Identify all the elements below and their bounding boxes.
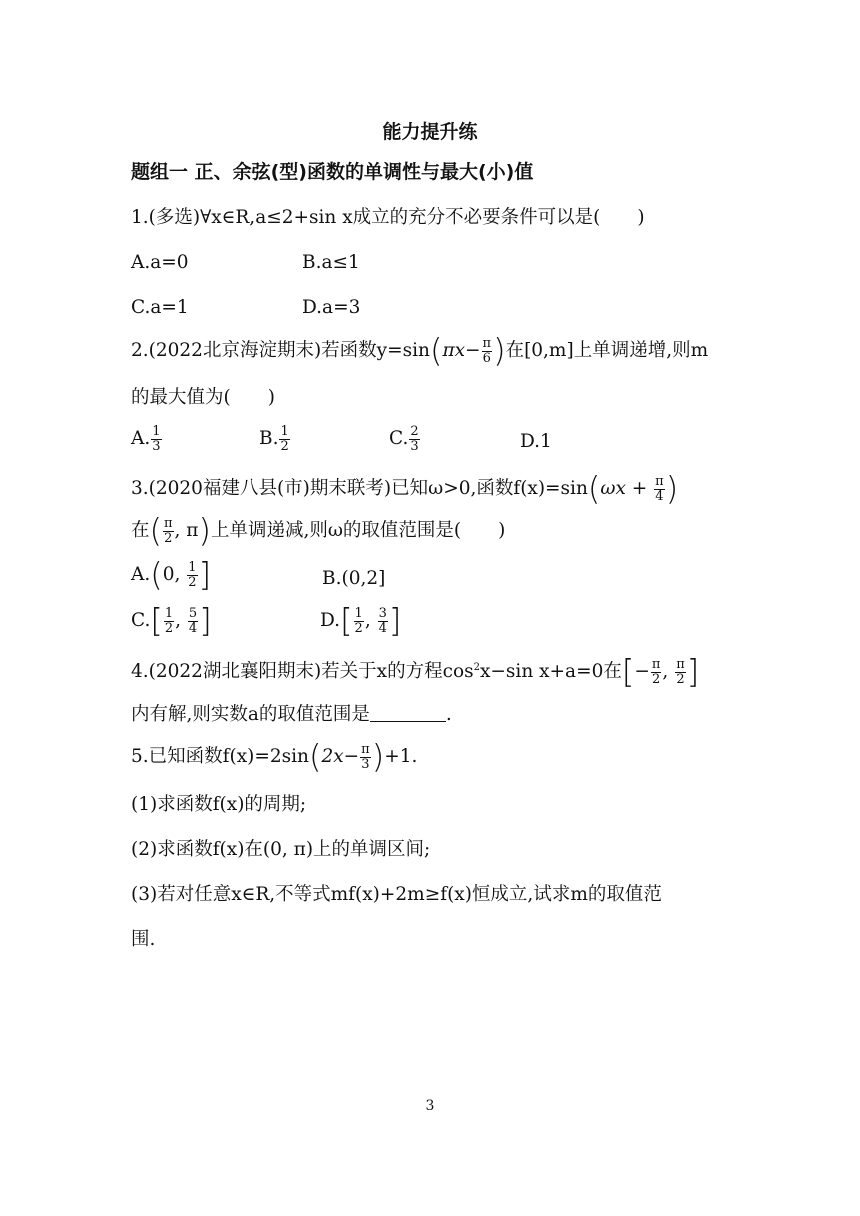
q1-option-a: A.a=0: [131, 252, 189, 273]
q2-text-b: 在[0,m]上单调递增,则m: [505, 340, 709, 362]
question-5-sub3: (3)若对任意x∈R,不等式mf(x)+2m≥f(x)恒成立,试求m的取值范: [131, 884, 662, 905]
q2-option-b: B. $\frac{1}{2}$: [259, 424, 289, 454]
q3-option-d: D.[ $\frac{1}{2}$ , $\frac{3}{4}$ ]: [320, 601, 402, 640]
q2-fraction: $\frac{\pi}{6}$: [482, 336, 492, 366]
question-2-stem-cont: 的最大值为( ): [131, 387, 275, 408]
q1-option-c: C.a=1: [131, 297, 189, 318]
answer-blank[interactable]: [370, 720, 446, 722]
question-3-stem-cont: 在( $\frac{\pi}{2}$ , π)上单调递减,则ω的取值范围是( ): [131, 511, 506, 550]
question-4-stem-cont: 内有解,则实数a的取值范围是 .: [131, 704, 452, 725]
q1-option-d: D.a=3: [302, 297, 361, 318]
paren-left: (: [429, 331, 443, 370]
q3-option-c: C.[ $\frac{1}{2}$ , $\frac{5}{4}$ ]: [131, 601, 212, 640]
question-5-sub3-cont: 围.: [131, 929, 156, 950]
q2-text-a: 2.(2022北京海淀期末)若函数y=sin: [131, 340, 430, 362]
q2-option-a: A. $\frac{1}{3}$: [131, 424, 161, 454]
question-5-stem: 5.已知函数f(x)=2sin(2x− $\frac{\pi}{3}$ )+1.: [131, 737, 418, 776]
q2-option-d: D.1: [520, 431, 552, 452]
q3-option-b: B.(0,2]: [322, 568, 386, 589]
group-heading: 题组一 正、余弦(型)函数的单调性与最大(小)值: [131, 161, 534, 183]
q2-option-c: C. $\frac{2}{3}$: [389, 424, 419, 454]
page-number: 3: [425, 1098, 435, 1114]
question-4-stem: 4.(2022湖北襄阳期末)若关于x的方程$\cos^2x-\sin$ x+a=0在[− $\frac{\pi}{2}$ , $\frac{\pi}{2}$ ]: [131, 652, 700, 691]
section-title: 能力提升练: [382, 121, 478, 143]
question-5-sub2: (2)求函数f(x)在(0, π)上的单调区间;: [131, 839, 431, 860]
q1-option-b: B.a≤1: [302, 252, 360, 273]
question-1-stem: 1.(多选)∀x∈R,a≤2+sin x成立的充分不必要条件可以是( ): [131, 207, 645, 228]
question-2-stem: [131, 331, 709, 370]
q2-func-inner: πx−: [442, 340, 481, 362]
q3-option-a: A.(0, $\frac{1}{2}$ ]: [131, 555, 212, 594]
question-3-stem: 3.(2020福建八县(市)期末联考)已知ω>0,函数f(x)=sin(ωx + $\frac{\pi}{4}$ ): [131, 469, 679, 508]
paren-right: ): [493, 331, 506, 370]
question-5-sub1: (1)求函数f(x)的周期;: [131, 794, 307, 815]
